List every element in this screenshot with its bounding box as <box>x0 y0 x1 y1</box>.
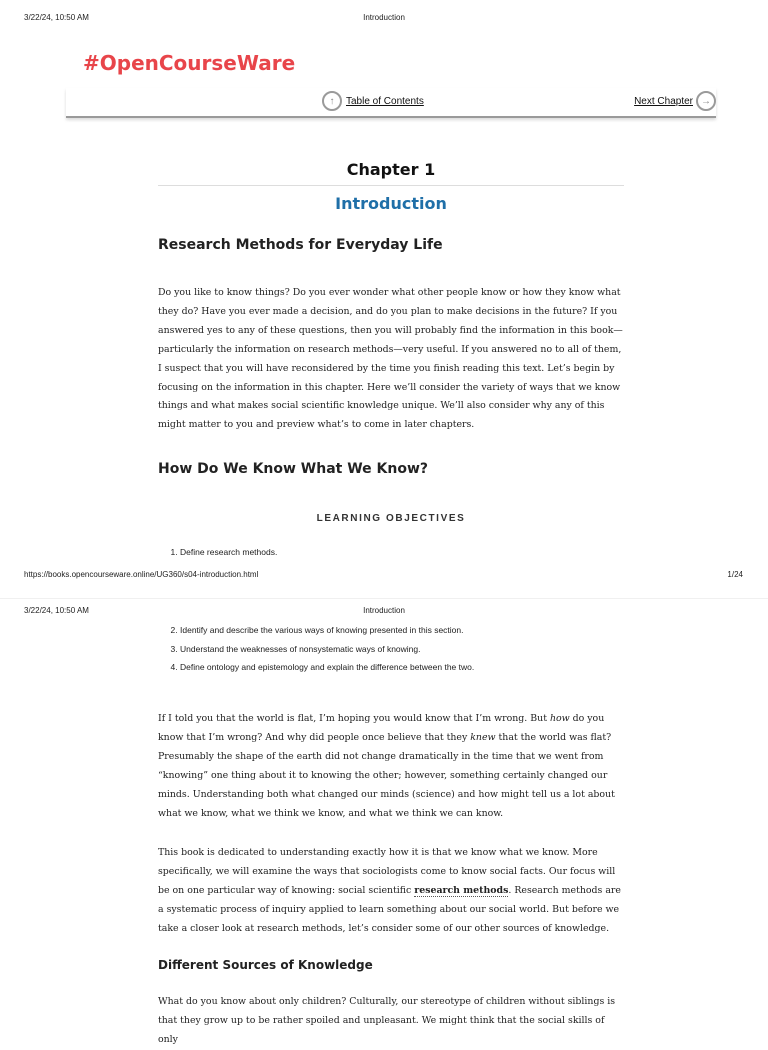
print-date: 3/22/24, 10:50 AM <box>24 13 89 22</box>
page-break <box>0 598 768 599</box>
glossary-term-research-methods[interactable]: research methods <box>414 884 509 896</box>
next-chapter-group[interactable] <box>634 91 716 111</box>
flat-earth-paragraph <box>158 710 624 823</box>
print-url: https://books.opencourseware.online/UG360/s04-introduction.html <box>24 570 259 579</box>
emphasis-how: how <box>549 713 570 724</box>
learning-objectives-list-part1 <box>158 543 277 562</box>
paragraph-text: . Research methods are a systematic process of inquiry applied to learn something about our social world. But before we take a closer look at research methods, let’s consider some of our other sources of knowledge. <box>158 884 621 934</box>
learning-objectives-list-part2 <box>158 621 474 677</box>
paragraph-text: If I told you that the world is flat, I’m hoping you would know that I’m wrong. But <box>158 713 550 724</box>
only-children-paragraph: What do you know about only children? Culturally, our stereotype of children without siblings is that they grow up to be rather spoiled and unpleasant. We might think that the social skills of only <box>158 996 616 1045</box>
list-item: 2. Identify and describe the various ways of knowing presented in this section. <box>180 621 474 640</box>
arrow-right-icon[interactable]: → <box>696 91 716 111</box>
section-heading-research-methods: Research Methods for Everyday Life <box>158 237 443 253</box>
print-date-page2: 3/22/24, 10:50 AM <box>24 606 89 615</box>
chapter-divider <box>158 185 624 186</box>
next-chapter-link[interactable]: Next Chapter <box>634 95 693 107</box>
print-page-number: 1/24 <box>727 570 743 579</box>
research-methods-paragraph <box>158 844 624 939</box>
paragraph-text: do you know that I’m wrong? And why did people once believe that they <box>158 713 605 743</box>
table-of-contents-link[interactable]: Table of Contents <box>346 95 424 107</box>
chapter-nav <box>66 88 716 118</box>
list-item: 1. Define research methods. <box>180 543 277 562</box>
toc-link-group[interactable] <box>322 91 424 111</box>
intro-paragraph: Do you like to know things? Do you ever wonder what other people know or how they know what they do? Have you ever made a decision, and do you plan to make decisions in the future? If you answered yes to any of these questions, then you will probably find the information in this book—particularly the information on research methods—very useful. If you answered no to all of them, I suspect that you will have reconsidered by the time you finish reading this text. Let’s begin by focusing on the information in this chapter. Here we’ll consider the variety of ways that we know things and what makes social scientific knowledge unique. We’ll also consider why any of this might matter to you and preview what’s to come in later chapters. <box>158 287 623 431</box>
section-heading-how-do-we-know: How Do We Know What We Know? <box>158 461 429 477</box>
site-logo[interactable]: #OpenCourseWare <box>83 51 296 75</box>
emphasis-knew: knew <box>470 731 496 743</box>
list-item: 4. Define ontology and epistemology and explain the difference between the two. <box>180 658 474 677</box>
paragraph-text: This book is dedicated to understanding exactly how it is that we know what we know. More specifically, we will examine the ways that sociologists come to know social facts. Our focus will be on one particular way of knowing: social scientific <box>158 847 616 896</box>
list-item: 3. Understand the weaknesses of nonsystematic ways of knowing. <box>180 640 474 659</box>
chapter-title: Introduction <box>335 194 447 213</box>
print-title-page2: Introduction <box>363 606 405 615</box>
learning-objectives-heading: LEARNING OBJECTIVES <box>316 513 466 524</box>
paragraph-text: that the world was flat? Presumably the shape of the earth did not change dramatically in the time that we went from “knowing” one thing about it to knowing the other; however, something certainly changed our minds. Understanding both what changed our minds (science) and how might tell us a lot about what we know, what we think we know, and what we think we can know. <box>158 731 615 819</box>
chapter-label: Chapter 1 <box>346 160 436 179</box>
print-title: Introduction <box>363 13 405 22</box>
arrow-up-icon[interactable]: ↑ <box>322 91 342 111</box>
section-heading-different-sources: Different Sources of Knowledge <box>158 958 373 972</box>
